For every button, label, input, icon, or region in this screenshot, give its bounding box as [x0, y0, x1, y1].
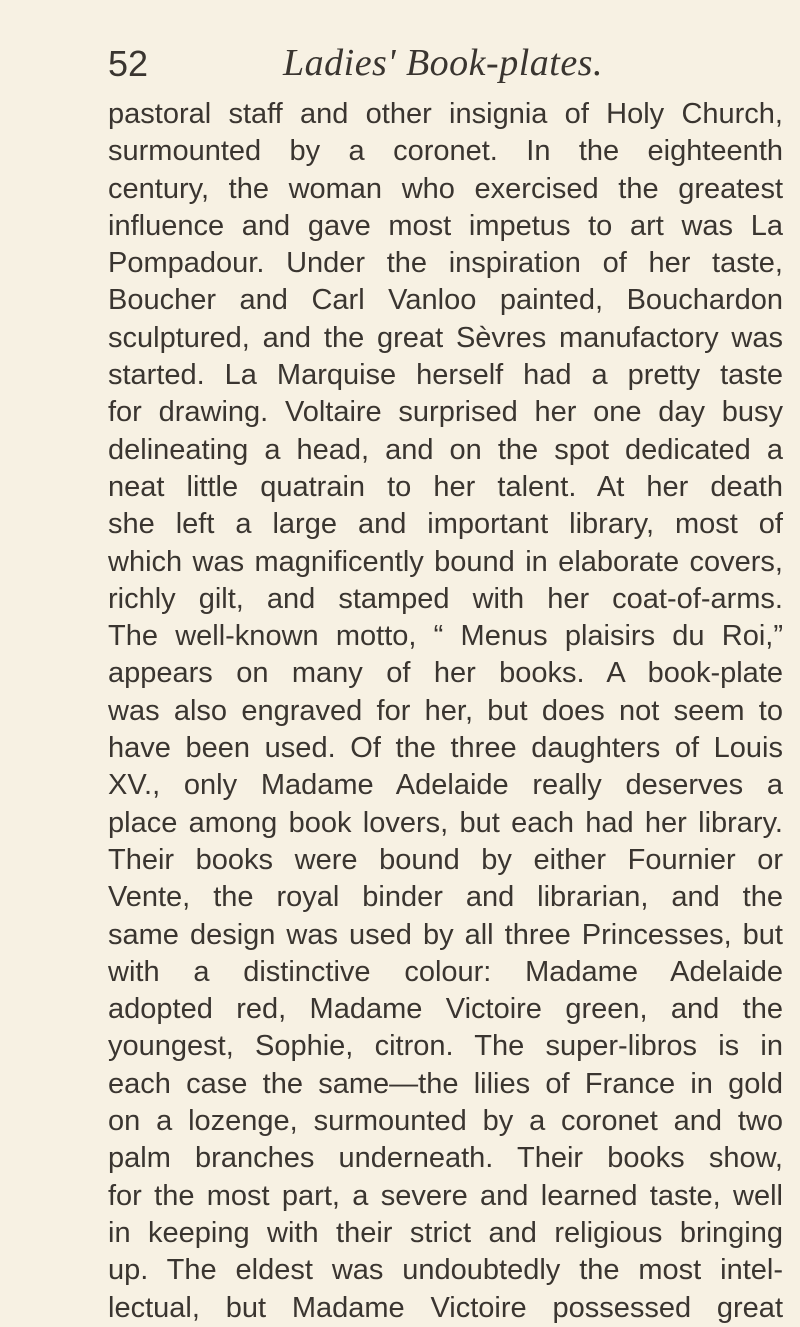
text-line: Their books were bound by either Fournier or: [108, 843, 783, 876]
text-line: was also engraved for her, but does not seem to: [108, 694, 783, 727]
text-line: Pompadour. Under the inspiration of her taste,: [108, 247, 783, 280]
text-line: same design was used by all three Princesses, but: [108, 918, 783, 951]
text-line: in keeping with their strict and religious bringing: [108, 1216, 783, 1249]
running-title: Ladies' Book-plates.: [283, 42, 603, 84]
text-line: started. La Marquise herself had a pretty taste: [108, 359, 783, 392]
text-line: influence and gave most impetus to art was La: [108, 209, 783, 242]
body-text: [108, 96, 783, 1327]
text-line: richly gilt, and stamped with her coat-of-arms.: [108, 582, 783, 615]
text-line: which was magnificently bound in elaborate covers,: [108, 545, 783, 578]
text-line: century, the woman who exercised the greatest: [108, 172, 783, 205]
text-line: on a lozenge, surmounted by a coronet and two: [108, 1105, 783, 1138]
text-line: up. The eldest was undoubtedly the most intel-: [108, 1254, 783, 1287]
text-line: each case the same—the lilies of France in gold: [108, 1067, 783, 1100]
text-line: Boucher and Carl Vanloo painted, Bouchardon: [108, 284, 783, 317]
text-line: neat little quatrain to her talent. At her death: [108, 470, 783, 503]
page-number: 52: [108, 43, 149, 84]
text-line: The well-known motto, “ Menus plaisirs du Roi,”: [108, 620, 783, 653]
page-header: [108, 38, 708, 88]
text-line: surmounted by a coronet. In the eighteenth: [108, 135, 783, 168]
text-line: sculptured, and the great Sèvres manufactory was: [108, 321, 783, 354]
text-line: appears on many of her books. A book-plate: [108, 657, 783, 690]
text-line: with a distinctive colour: Madame Adelaide: [108, 955, 783, 988]
text-line: have been used. Of the three daughters of Louis: [108, 732, 783, 765]
text-line: for drawing. Voltaire surprised her one day busy: [108, 396, 783, 429]
text-line: place among book lovers, but each had her library.: [108, 806, 783, 839]
text-line: Vente, the royal binder and librarian, and the: [108, 881, 783, 914]
text-line: lectual, but Madame Victoire possessed great: [108, 1291, 783, 1324]
text-line: pastoral staff and other insignia of Holy Church,: [108, 98, 783, 130]
text-line: palm branches underneath. Their books show,: [108, 1142, 783, 1175]
text-line: XV., only Madame Adelaide really deserves a: [108, 769, 783, 802]
text-line: for the most part, a severe and learned taste, well: [108, 1179, 783, 1212]
text-line: delineating a head, and on the spot dedicated a: [108, 433, 783, 466]
text-line: youngest, Sophie, citron. The super-libros is in: [108, 1030, 783, 1063]
text-line: adopted red, Madame Victoire green, and the: [108, 993, 783, 1026]
text-line: she left a large and important library, most of: [108, 508, 783, 541]
